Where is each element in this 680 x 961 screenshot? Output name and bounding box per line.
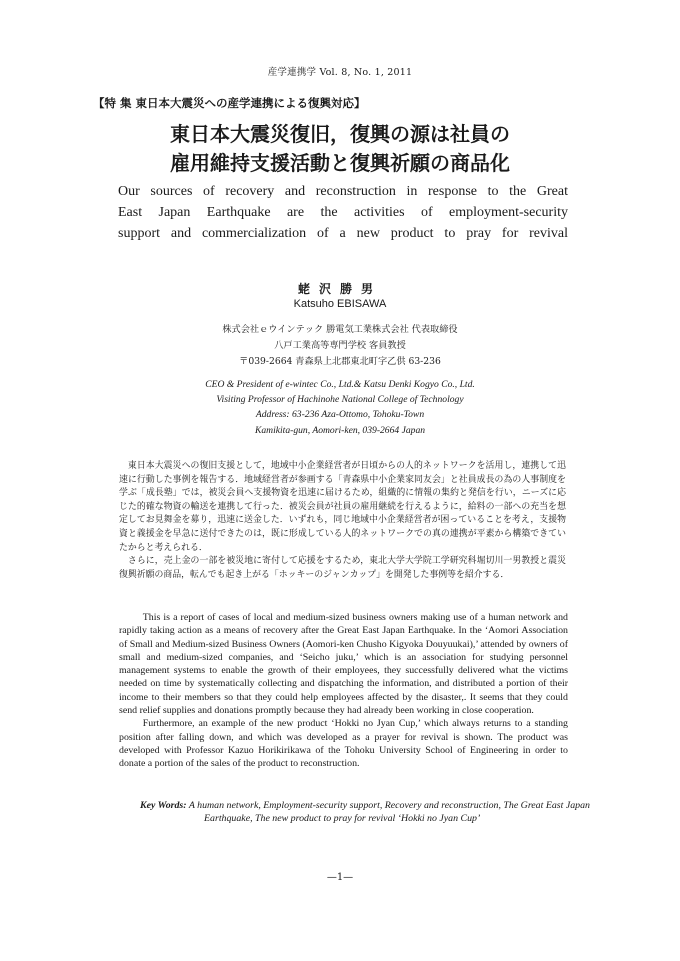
title-english-line-2: East Japan Earthquake are the activities of employment-security	[118, 205, 568, 220]
affiliation-english-line-3: Address: 63-236 Aza-Ottomo, Tohoku-Town	[255, 409, 425, 421]
keywords-text: A human network, Employment-security support, Recovery and reconstruction, The Great East Japan Earthquake, The new product to pray for revival ‘Hokki no Jyan Cup’	[188, 800, 590, 825]
affiliation-english-line-2: Visiting Professor of Hachinohe National College of Technology	[216, 394, 464, 406]
affiliation-english-line-1: CEO & President of e-wintec Co., Ltd.& Katsu Denki Kogyo Co., Ltd.	[205, 379, 475, 390]
page-number: —1—	[326, 872, 354, 883]
title-english-line-3: support and commercialization of a new product to pray for revival	[118, 226, 568, 241]
title-japanese-line-1: 東日本大震災復旧，復興の源は社員の	[170, 122, 510, 146]
affiliation-japanese-line-2: 八戸工業高等専門学校 客員教授	[274, 340, 406, 351]
affiliation-japanese-line-3: 〒039-2664 青森県上北郡東北町字乙供 63-236	[239, 356, 441, 367]
title-japanese-line-2: 雇用維持支援活動と復興祈願の商品化	[170, 151, 510, 175]
affiliation-english-line-4: Kamikita-gun, Aomori-ken, 039-2664 Japan	[254, 424, 426, 436]
affiliation-english	[0, 377, 680, 438]
title-english	[118, 181, 568, 244]
affiliation-japanese	[0, 322, 680, 370]
abstract-japanese	[119, 460, 566, 582]
abstract-english-paragraph-2: Furthermore, an example of the new product ‘Hokki no Jyan Cup,’ which always returns to a standing position after falling down, and which was developed as a prayer for revival is shown. The product was developed with Professor Kazuo Horikirikawa of the Tohoku University School of Engineering in order to donate a portion of the sales of the product to reconstruction.	[119, 718, 568, 770]
special-feature-heading: 【特 集 東日本大震災への産学連携による復興対応】	[93, 96, 366, 110]
keywords-label: Key Words:	[140, 800, 187, 811]
author-name-japanese: 蛯沢勝男	[297, 282, 382, 296]
journal-header: 産学連携学 Vol. 8, No. 1, 2011	[267, 67, 413, 78]
abstract-japanese-paragraph-2: さらに，売上金の一部を被災地に寄付して応援をするため，東北大学大学院工学研究科堀切川一男教授と震災復興祈願の商品，転んでも起き上がる「ホッキーのジャンカップ」を開発した事例等を紹介する．	[119, 556, 566, 580]
abstract-japanese-paragraph-1: 東日本大震災への復旧支援として，地域中小企業経営者が日頃からの人的ネットワークを活用し，連携して迅速に行動した事例を報告する．地域経営者が参画する「青森県中小企業家同友会」と社員成長の為の人事制度を学ぶ「成長塾」では，被災会員へ支援物資を迅速に届けるため，組織的に情報の集約と発信を行い，ニーズに応じた的確な物資の輸送を連携して行った．被災会員が社員の雇用継続を行えるように，給料の一部への充当を想定してお見舞金を募り，迅速に送金した．いずれも，同じ地域中小企業経営者が困っていることを考え，支援物資と義援金を早急に送付できたのは，既に形成している人的ネットワークでの真の連携が平素から構築できていたからと考えられる．	[119, 461, 566, 553]
title-english-line-1: Our sources of recovery and reconstruction in response to the Great	[118, 184, 568, 199]
affiliation-japanese-line-1: 株式会社ｅウインテック 勝電気工業株式会社 代表取締役	[222, 324, 458, 335]
author-name-english: Katsuho EBISAWA	[293, 298, 387, 310]
title-japanese	[0, 120, 680, 178]
abstract-english	[119, 611, 568, 771]
keywords	[140, 799, 632, 826]
abstract-english-paragraph-1: This is a report of cases of local and medium-sized business owners making use of a human network and rapidly taking action as a means of recovery after the Great East Japan Earthquake. In the ‘Aomori Association of Small and Medium-sized Business Owners (Aomori-ken Chusho Kigyoka Douyuukai),’ attended by owners of small and medium-sized companies, and ‘Seicho juku,’ which is an association for studying personnel management systems to enable the growth of their employees, they successfully delivered what the victims needed on time by systematically collecting and dispatching the information, and distributed a portion of their income to their members so that they could help employees affected by the disaster,. It seems that they could send relief supplies and donations promptly because they had already been working in close cooperation.	[119, 612, 568, 717]
